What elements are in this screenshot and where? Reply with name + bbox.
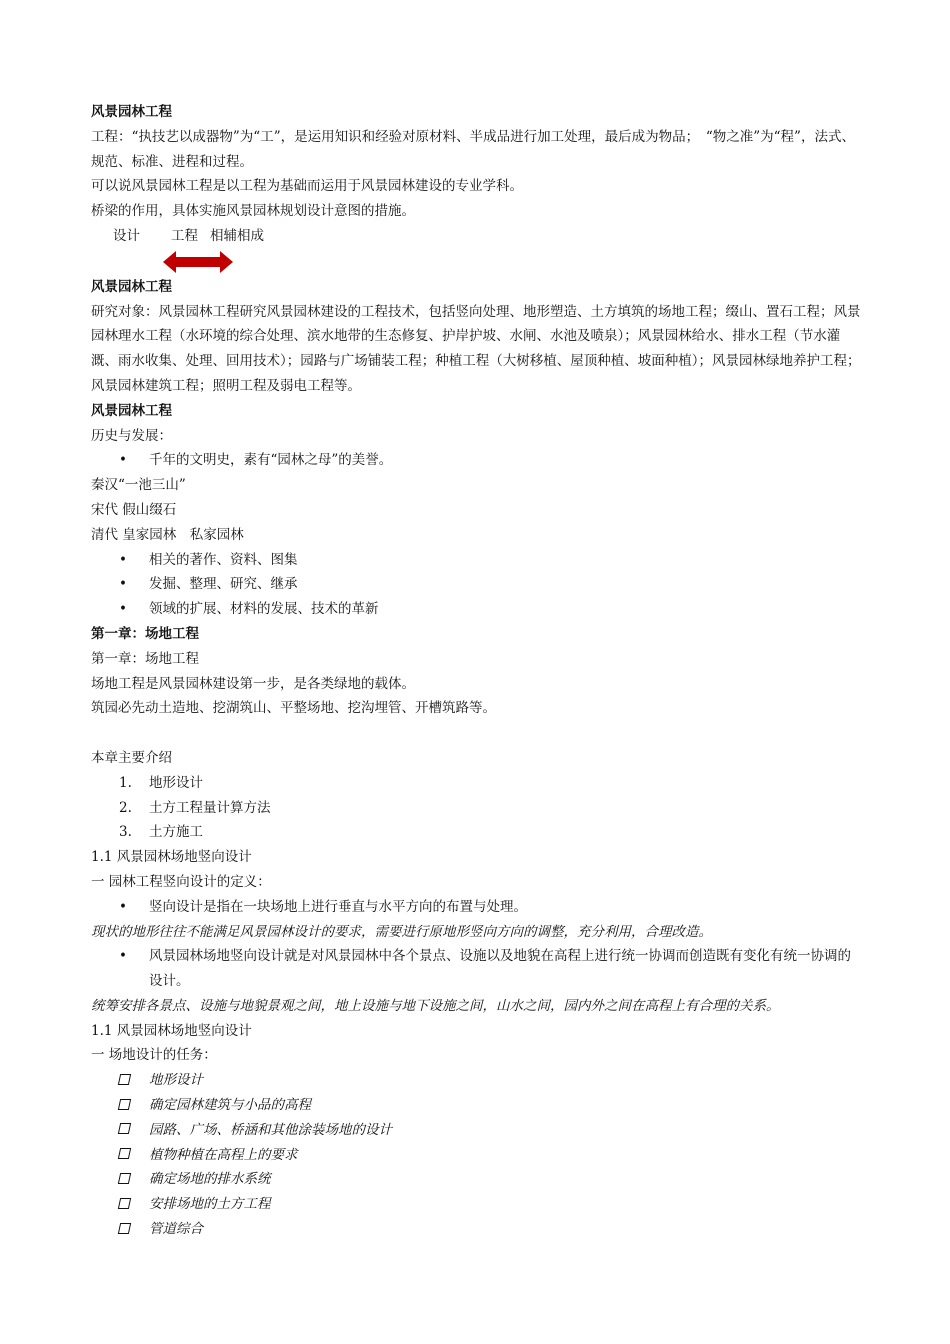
heading: 风景园林工程 — [91, 402, 172, 419]
task-item — [91, 1118, 863, 1143]
paragraph: 1.1 风景园林场地竖向设计 — [91, 849, 252, 866]
checkbox-square-icon — [118, 1099, 131, 1110]
italic-note: 统筹安排各景点、设施与地貌景观之间，地上设施与地下设施之间，山水之间，园内外之间在高程上有合理的关系。 — [91, 997, 780, 1014]
paragraph: 工程：“执技艺以成器物”为“工”，是运用知识和经验对原材料、半成品进行加工处理，最后成为物品； “物之准”为“程”，法式、规范、标准、进程和过程。 — [91, 128, 855, 170]
double-arrow-icon — [163, 251, 233, 273]
checkbox-square-icon — [118, 1148, 131, 1159]
diagram-left-label: 设计 — [113, 227, 140, 244]
paragraph: 1.1 风景园林场地竖向设计 — [91, 1022, 252, 1039]
task-item-text: 确定园林建筑与小品的高程 — [149, 1097, 311, 1114]
paragraph: 可以说风景园林工程是以工程为基础而运用于风景园林建设的专业学科。 — [91, 178, 523, 195]
checkbox-square-icon — [118, 1123, 131, 1134]
checkbox-square-icon — [118, 1223, 131, 1234]
bullet: • — [119, 898, 127, 915]
diagram-labels — [91, 224, 863, 249]
document-page — [91, 100, 863, 1242]
chapter-heading: 第一章：场地工程 — [91, 625, 199, 642]
list-item-text: 千年的文明史，素有“园林之母”的美誉。 — [149, 452, 393, 469]
task-item — [91, 1093, 863, 1118]
list-item — [91, 448, 863, 473]
paragraph: 场地工程是风景园林建设第一步，是各类绿地的载体。 — [91, 675, 415, 692]
list-item-text: 领域的扩展、材料的发展、技术的革新 — [149, 601, 379, 618]
number: 3. — [119, 824, 132, 841]
numbered-item-text: 土方工程量计算方法 — [149, 799, 271, 816]
number: 1. — [119, 774, 132, 791]
bullet: • — [119, 576, 127, 593]
numbered-item — [91, 796, 863, 821]
list-item — [91, 597, 863, 622]
task-item — [91, 1068, 863, 1093]
list-item — [91, 895, 863, 920]
double-arrow-row — [91, 249, 863, 275]
numbered-item-text: 土方施工 — [149, 824, 203, 841]
paragraph: 一 场地设计的任务： — [91, 1047, 217, 1064]
paragraph: 一 园林工程竖向设计的定义： — [91, 873, 271, 890]
heading: 风景园林工程 — [91, 104, 172, 120]
bullet: • — [119, 948, 127, 965]
task-item-text: 安排场地的土方工程 — [149, 1196, 271, 1213]
task-item — [91, 1167, 863, 1192]
paragraph: 宋代 假山缀石 — [91, 501, 177, 518]
list-item — [91, 944, 863, 994]
list-item-text: 竖向设计是指在一块场地上进行垂直与水平方向的布置与处理。 — [149, 898, 527, 915]
numbered-item — [91, 771, 863, 796]
diagram-tail-label: 相辅相成 — [210, 227, 264, 244]
task-item — [91, 1192, 863, 1217]
task-item-text: 园路、广场、桥涵和其他涂装场地的设计 — [149, 1121, 392, 1138]
heading: 风景园林工程 — [91, 278, 172, 295]
diagram-right-label: 工程 — [171, 227, 198, 244]
paragraph: 第一章：场地工程 — [91, 650, 199, 667]
paragraph: 历史与发展： — [91, 427, 172, 444]
number: 2. — [119, 799, 132, 816]
bullet: • — [119, 551, 127, 568]
paragraph: 清代 皇家园林 私家园林 — [91, 526, 244, 543]
numbered-item-text: 地形设计 — [149, 774, 203, 791]
italic-note: 现状的地形往往不能满足风景园林设计的要求，需要进行原地形竖向方向的调整，充分利用，合理改造。 — [91, 923, 712, 940]
task-list — [91, 1068, 863, 1242]
task-item-text: 地形设计 — [149, 1072, 203, 1089]
list-item — [91, 548, 863, 573]
checkbox-square-icon — [118, 1198, 131, 1209]
task-item-text: 管道综合 — [149, 1221, 203, 1238]
checkbox-square-icon — [118, 1173, 131, 1184]
paragraph: 秦汉“一池三山” — [91, 477, 186, 494]
numbered-item — [91, 820, 863, 845]
bullet: • — [119, 601, 127, 618]
task-item — [91, 1143, 863, 1168]
list-item-text: 风景园林场地竖向设计就是对风景园林中各个景点、设施以及地貌在高程上进行统一协调而创造既有变化有统一协调的设计。 — [149, 948, 851, 990]
paragraph: 本章主要介绍 — [91, 749, 172, 766]
list-item-text: 相关的著作、资料、图集 — [149, 551, 298, 568]
checkbox-square-icon — [118, 1074, 131, 1085]
list-item — [91, 572, 863, 597]
task-item — [91, 1217, 863, 1242]
task-item-text: 确定场地的排水系统 — [149, 1171, 271, 1188]
paragraph: 研究对象：风景园林工程研究风景园林建设的工程技术，包括竖向处理、地形塑造、土方填筑的场地工程；缀山、置石工程；风景园林理水工程（水环境的综合处理、滨水地带的生态修复、护岸护坡、水闸、水池及喷泉）；风景园林给水、排水工程（节水灌溉、雨水收集、处理、回用技术）；园路与广场铺装工程；种植工程（大树移植、屋顶种植、坡面种植）；风景园林绿地养护工程；风景园林建筑工程；照明工程及弱电工程等。 — [91, 303, 861, 394]
task-item-text: 植物种植在高程上的要求 — [149, 1146, 298, 1163]
paragraph: 筑园必先动土造地、挖湖筑山、平整场地、挖沟埋管、开槽筑路等。 — [91, 700, 496, 717]
bullet: • — [119, 452, 127, 469]
blank-line — [91, 721, 863, 746]
list-item-text: 发掘、整理、研究、继承 — [149, 576, 298, 593]
paragraph: 桥梁的作用，具体实施风景园林规划设计意图的措施。 — [91, 203, 415, 220]
